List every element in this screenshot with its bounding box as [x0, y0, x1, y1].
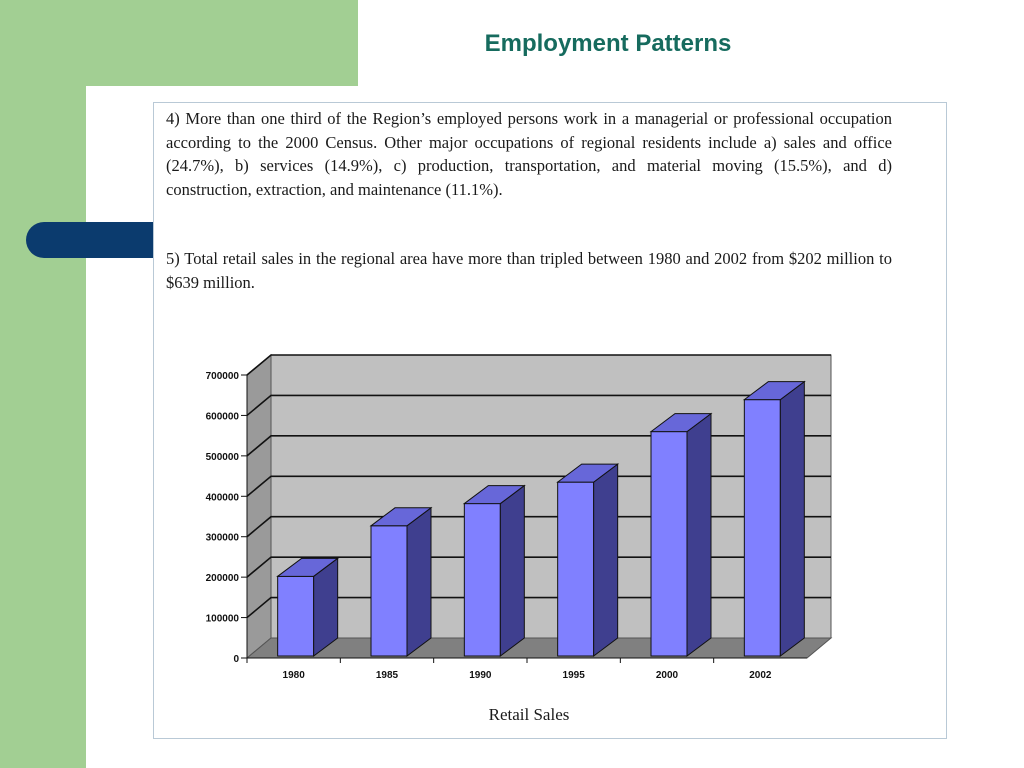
content-corner	[86, 86, 146, 146]
y-tick-label: 300000	[205, 532, 239, 544]
paragraph-retail-sales: 5) Total retail sales in the regional area have more than tripled between 1980 and 2002 from $202 million to $639 million.	[166, 249, 892, 292]
left-green-band	[0, 0, 86, 768]
y-tick-label: 500000	[205, 451, 239, 463]
bar-1985	[371, 526, 407, 656]
bar-2000	[651, 432, 687, 656]
bar-1990	[464, 504, 500, 656]
y-tick-label: 100000	[205, 613, 239, 625]
x-tick-label: 2002	[749, 670, 772, 681]
y-tick-label: 0	[233, 654, 239, 665]
chart-floor	[247, 638, 831, 658]
bar-side-1990	[500, 486, 524, 656]
bar-side-1995	[594, 464, 618, 656]
top-green-band	[0, 0, 358, 86]
bar-side-2002	[780, 382, 804, 656]
bar-side-1985	[407, 508, 431, 656]
y-tick-label: 600000	[205, 411, 239, 423]
navy-accent-tab	[26, 222, 166, 258]
paragraph-occupations: 4) More than one third of the Region’s employed persons work in a managerial or professional occupation according to the 2000 Census. Other major occupations of regional residents include a) sales and office (24.7%), b) services (14.9%), c) production, transportation, and material moving (15.5%), and d) construction, extraction, and maintenance (11.1%).	[166, 109, 892, 199]
chart-side-wall	[247, 355, 271, 658]
bar-side-2000	[687, 414, 711, 656]
x-tick-label: 1980	[282, 670, 305, 681]
y-tick-label: 200000	[205, 573, 239, 585]
x-tick-label: 1985	[375, 670, 399, 681]
bar-1995	[558, 482, 594, 656]
y-tick-label: 700000	[205, 371, 239, 382]
bar-1980	[278, 576, 314, 656]
retail-sales-bar-chart	[154, 103, 946, 738]
slide-title: Employment Patterns	[484, 30, 732, 57]
x-tick-label: 1995	[562, 670, 585, 681]
bar-2002	[744, 400, 780, 656]
x-axis-label: Retail Sales	[488, 705, 570, 724]
x-tick-label: 2000	[655, 670, 679, 681]
content-image	[153, 102, 947, 739]
x-tick-label: 1990	[469, 670, 492, 681]
y-tick-label: 400000	[205, 492, 239, 504]
